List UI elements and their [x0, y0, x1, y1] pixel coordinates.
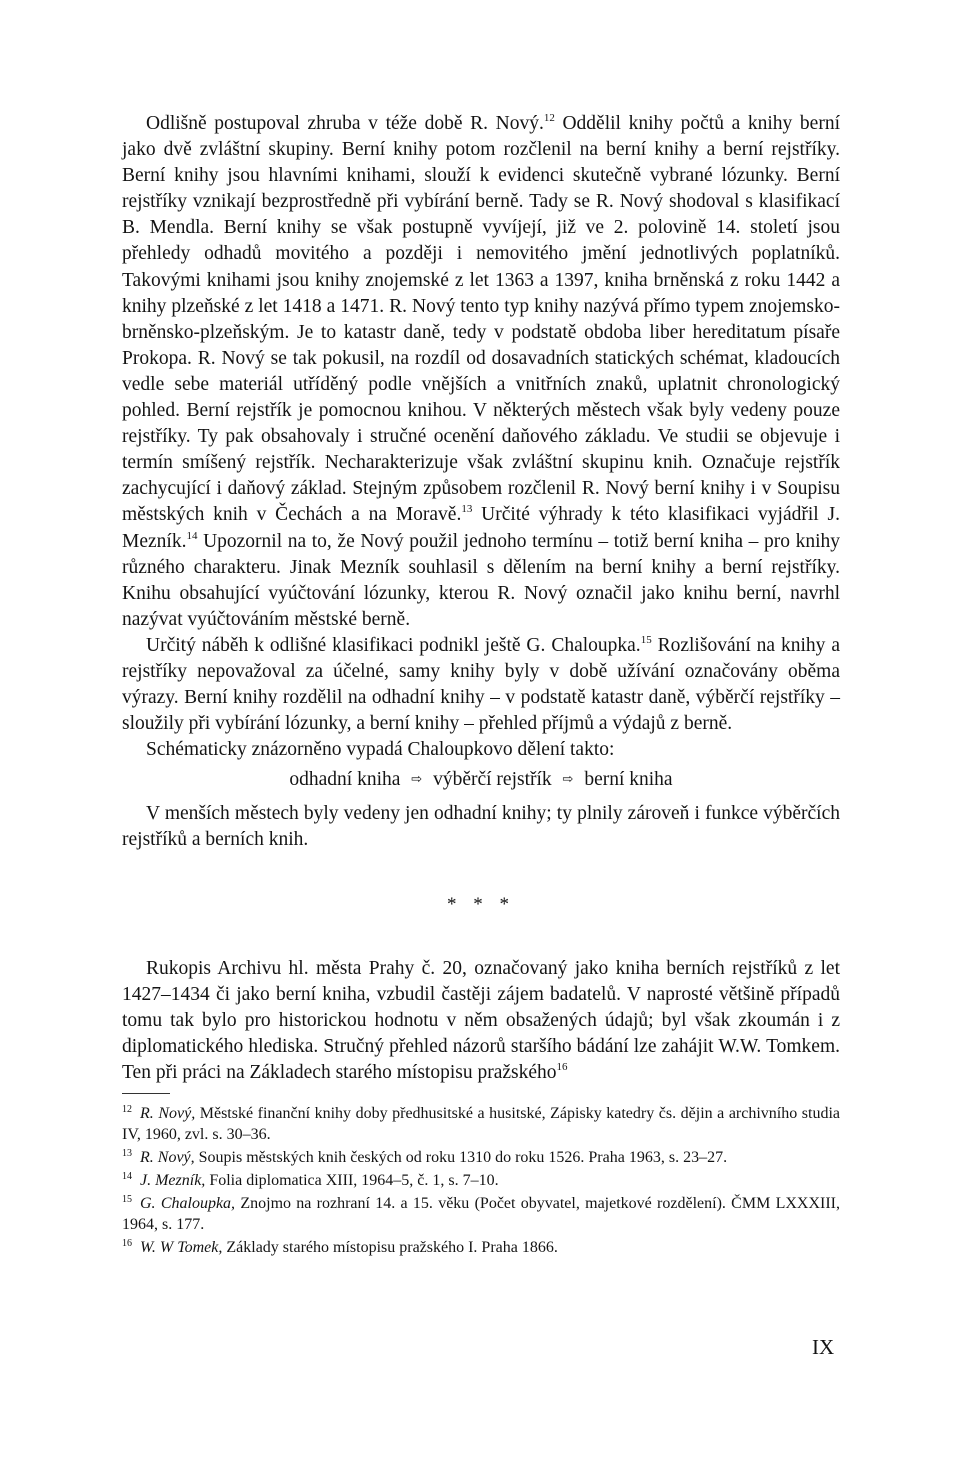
footnote-text: Základy starého místopisu pražského I. Praha 1866. — [222, 1239, 558, 1256]
footnote-ref-15[interactable]: 15 — [640, 633, 652, 646]
schema-item-odhadni-kniha: odhadní kniha — [289, 769, 401, 791]
footnote-author: W. W Tomek, — [140, 1239, 223, 1256]
right-arrow-icon: ⇨ — [562, 772, 574, 788]
text-run: Rukopis Archivu hl. města Prahy č. 20, označovaný jako kniha berních rejstříků z let 1427–1434 či jako berní kniha, vzbudil častěji zájem badatelů. V naprosté většině případů tomu tak bylo pro historickou hodnotu v něm obsažených údajů; byl však zkoumán i z diplomatického hlediska. Stručný přehled názorů staršího bádání lze zahájit W.W. Tomkem. Ten při práci na Základech starého místopisu pražského — [122, 957, 840, 1083]
page-body — [122, 111, 840, 1086]
footnote-number: 12 — [122, 1104, 132, 1115]
footnote-text: Znojmo na rozhraní 14. a 15. věku (Počet obyvatel, majetkové rozdělení). ČMM LXXXIII, 1964, s. 177. — [122, 1195, 840, 1233]
paragraph-5 — [122, 956, 840, 1086]
footnote-number: 13 — [122, 1148, 132, 1159]
text-run: Oddělil knihy počtů a knihy berní jako dvě zvláštní skupiny. Berní knihy potom rozčlenil na berní knihy a berní rejstříky. Berní knihy jsou hlavními knihami, slouží k evidenci skutečně vybrané lózunky. Berní rejstříky vznikají bezprostředně při vybírání berně. Tady se R. Nový shodoval s klasifikací B. Mendla. Berní knihy se však postupně vyvíjejí, již ve 2. polovině 14. století jsou přehledy odhadů movitého a později i nemovitého jmění jednotlivých poplatníků. Takovými knihami jsou knihy znojemské z let 1363 a 1397, kniha brněnská z roku 1442 a knihy plzeňské z let 1418 a 1471. R. Nový tento typ knihy nazývá přímo typem znojemsko-brněnsko-plzeňským. Je to katastr daně, tedy v podstatě obdoba liber hereditatum písaře Prokopa. R. Nový se tak pokusil, na rozdíl od dosavadních statických schémat, kladoucích vedle sebe materiál utříděný podle vnějších a vnitřních znaků, uplatnit chronologický pohled. Berní rejstřík je pomocnou knihou. V některých městech však byly vedeny pouze rejstříky. Ty pak obsahovaly i stručné ocenění daňového základu. Ve studii se objevuje i termín smíšený rejstřík. Necharakterizuje však zvláštní skupinu knih. Označuje rejstřík zachycující i daňový základ. Stejným způsobem rozčlenil R. Nový berní knihy i v Soupisu městských knih v Čechách a na Moravě. — [122, 113, 840, 526]
page-number: IX — [812, 1335, 835, 1359]
footnote-ref-14[interactable]: 14 — [186, 529, 198, 542]
footnote-author: G. Chaloupka, — [140, 1195, 236, 1212]
right-arrow-icon: ⇨ — [411, 772, 423, 788]
classification-schema — [122, 767, 840, 795]
footnote-ref-12[interactable]: 12 — [543, 112, 555, 124]
paragraph-1 — [122, 111, 840, 633]
footnote-divider — [122, 1093, 170, 1094]
footnote-ref-13[interactable]: 13 — [461, 503, 473, 516]
footnote-number: 14 — [122, 1171, 132, 1182]
footnote-13 — [122, 1147, 840, 1168]
text-run: Určitý náběh k odlišné klasifikaci podnikl ještě G. Chaloupka. — [146, 634, 641, 656]
footnote-number: 15 — [122, 1194, 132, 1205]
footnote-author: R. Nový, — [140, 1149, 195, 1166]
footnote-author: J. Mezník, — [140, 1172, 206, 1189]
text-run: Upozornil na to, že Nový použil jednoho termínu – totiž berní kniha – pro knihy různého charakteru. Jinak Mezník souhlasil s dělením na berní knihy a berní rejstříky. Knihu obsahující vyúčtování lózunky, kterou R. Nový označil jako knihu berní, navrhl nazývat vyúčtováním městské berně. — [122, 530, 840, 630]
text-run: Rozlišování na knihy a rejstříky nepovažoval za účelné, samy knihy byly v době užívání označovány oběma výrazy. Berní knihy rozdělil na odhadní knihy – v podstatě katastr daně, výběrčí rejstříky – sloužily při vybírání lózunky, a berní knihy – přehled příjmů a výdajů z berně. — [122, 634, 841, 735]
schema-item-vyberci-rejstrik: výběrčí rejstřík — [433, 769, 552, 791]
section-separator: * * * — [447, 893, 515, 915]
footnote-ref-16[interactable]: 16 — [556, 1060, 568, 1073]
footnote-text: Městské finanční knihy doby předhusitské a husitské, Zápisky katedry čs. dějin a archivního studia IV, 1960, zvl. s. 30–36. — [122, 1105, 841, 1143]
footnote-text: Folia diplomatica XIII, 1964–5, č. 1, s. 7–10. — [205, 1172, 499, 1189]
schema-item-berni-kniha: berní kniha — [584, 769, 673, 791]
footnote-text: Soupis městských knih českých od roku 1310 do roku 1526. Praha 1963, s. 23–27. — [194, 1149, 728, 1166]
footnote-author: R. Nový, — [140, 1105, 196, 1122]
footnote-16 — [122, 1237, 840, 1258]
text-run: Určité výhrady k této klasifikaci vyjádřil J. Mezník. — [122, 504, 840, 552]
text-run: Odlišně postupoval zhruba v téže době R. Nový. — [146, 113, 544, 134]
footnote-15 — [122, 1193, 840, 1235]
footnote-12 — [122, 1103, 840, 1145]
paragraph-4: V menších městech byly vedeny jen odhadní knihy; ty plnily zároveň i funkce výběrčích rejstříků a berních knih. — [122, 803, 840, 851]
paragraph-2 — [122, 633, 840, 737]
paragraph-3: Schématicky znázorněno vypadá Chaloupkovo dělení takto: — [146, 739, 615, 761]
footnote-number: 16 — [122, 1238, 132, 1249]
footnote-14 — [122, 1170, 840, 1191]
footnotes — [122, 1103, 840, 1260]
